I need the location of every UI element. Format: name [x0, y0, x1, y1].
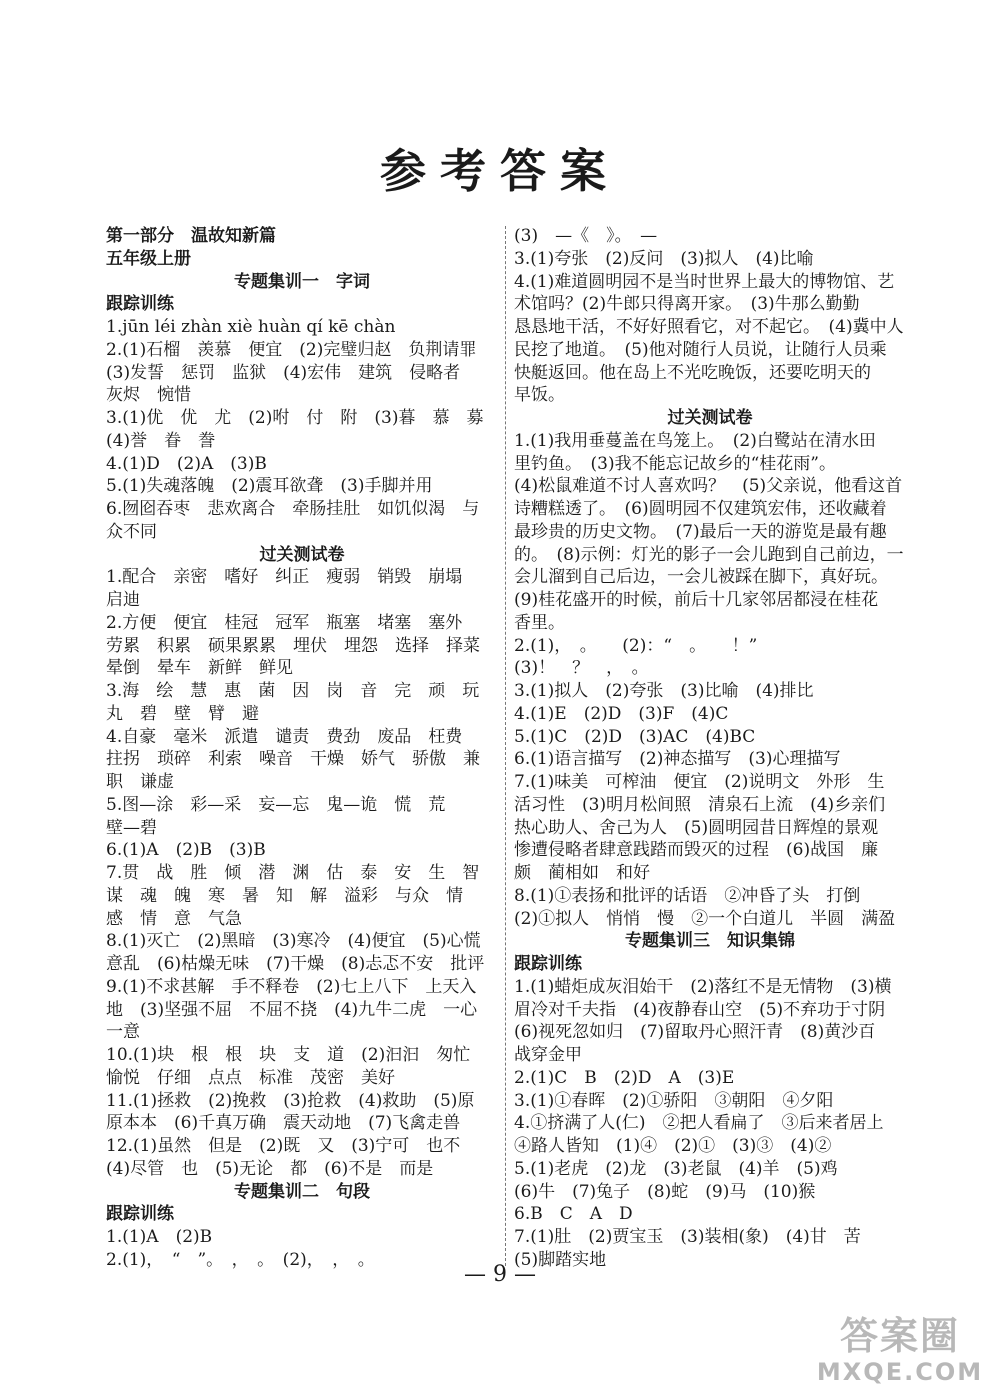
section-label: 跟踪训练 — [106, 1204, 174, 1225]
answer-line: (4)尽管 也 (5)无论 都 (6)不是 而是 — [106, 1158, 434, 1179]
answer-line: 3.(1)拟人 (2)夸张 (3)比喻 (4)排比 — [514, 681, 814, 701]
answer-line: 快艇返回。他在岛上不光吃晚饭，还要吃明天的 — [514, 362, 871, 383]
answer-line: 壁—碧 — [106, 817, 157, 838]
left-column — [106, 225, 498, 1272]
answer-line: 一意 — [106, 1022, 140, 1043]
watermark-line2: MXQE.COM — [816, 1358, 984, 1386]
answer-line: ④路人皆知 (1)④ (2)① (3)③ (4)② — [514, 1136, 832, 1156]
answer-line: 4.(1)D (2)A (3)B — [106, 453, 267, 474]
answer-line: 7.(1)肚 (2)贾宝玉 (3)装相(象) (4)甘 苦 — [514, 1227, 861, 1247]
answer-line: (6)牛 (7)兔子 (8)蛇 (9)马 (10)猴 — [514, 1181, 816, 1202]
answer-line: 8.(1)①表扬和批评的话语 ②冲昏了头 打倒 — [514, 885, 861, 906]
answer-line: (2)①拟人 悄悄 慢 ②一个白道儿 半圆 满盈 — [514, 908, 896, 929]
section-heading: 专题集训二 句段 — [234, 1181, 370, 1202]
answer-line: 里钓鱼。 (3)我不能忘记故乡的“桂花雨”。 — [514, 453, 836, 474]
right-column — [514, 225, 906, 1272]
answer-line: 民挖了地道。 (5)他对随行人员说，让随行人员乘 — [514, 339, 887, 360]
answer-line: 6.囫囵吞枣 悲欢离合 牵肠挂肚 如饥似渴 与 — [106, 499, 480, 519]
section-heading: 专题集训一 字词 — [234, 271, 370, 292]
answer-line: 愉悦 仔细 点点 标准 茂密 美好 — [106, 1067, 395, 1088]
section-label: 跟踪训练 — [106, 294, 174, 315]
answer-line: 诗糟糕透了。 (6)圆明园不仅建筑宏伟，还收藏着 — [514, 499, 887, 519]
answer-line: 2.方便 便宜 桂冠 冠军 瓶塞 堵塞 塞外 — [106, 612, 463, 633]
section-heading: 过关测试卷 — [259, 544, 345, 565]
answer-line: 的。 (8)示例：灯光的影子一会儿跑到自己前边，一 — [514, 544, 904, 565]
answer-line: 眉冷对千夫指 (4)夜静春山空 (5)不弃功于寸阴 — [514, 999, 886, 1020]
section-label: 第一部分 温故知新篇 — [106, 226, 276, 246]
answer-line: 7.贯 战 胜 倾 潜 渊 估 泰 安 生 智 — [106, 863, 480, 883]
answer-line: 3.(1)夸张 (2)反问 (3)拟人 (4)比喻 — [514, 248, 814, 269]
answer-line: 劳累 积累 硕果累累 埋伏 埋怨 选择 择菜 — [106, 635, 480, 656]
answer-line: (9)桂花盛开的时候，前后十几家邻居都浸在桂花 — [514, 590, 879, 610]
answer-line: 3.(1)①春晖 (2)①骄阳 ③朝阳 ④夕阳 — [514, 1090, 834, 1111]
answer-line: 原本本 (6)千真万确 震天动地 (7)飞禽走兽 — [106, 1113, 461, 1134]
answer-line: 2.(1)石榴 羡慕 便宜 (2)完璧归赵 负荆请罪 — [106, 339, 477, 360]
answer-line: 7.(1)味美 可榨油 便宜 (2)说明文 外形 生 — [514, 772, 885, 792]
answer-line: 4.(1)难道圆明园不是当时世界上最大的博物馆、艺 — [514, 271, 895, 292]
answer-line: 恳恳地干活，不好好照看它，对不起它。 (4)冀中人 — [514, 317, 904, 337]
answer-line: (3)！ ？ ， 。 — [514, 658, 649, 679]
answer-line: 9.(1)不求甚解 手不释卷 (2)七上八下 上天入 — [106, 976, 477, 997]
watermark-logo — [816, 1310, 984, 1390]
answer-line: 会儿溜到自己后边，一会儿被踩在脚下，真好玩。 — [514, 567, 888, 588]
answer-line: 3.海 绘 慧 惠 菌 因 岗 音 完 顽 玩 — [106, 681, 480, 701]
watermark-line1: 答案圈 — [839, 1314, 960, 1358]
answer-line: 众不同 — [106, 521, 157, 542]
answer-line: 灰烬 惋惜 — [106, 385, 191, 406]
section-label: 跟踪训练 — [514, 954, 582, 974]
answer-line: (4)松鼠难道不讨人喜欢吗？ (5)父亲说，他看这首 — [514, 476, 903, 497]
section-heading: 专题集训三 知识集锦 — [625, 931, 795, 952]
answer-line: 8.(1)灭亡 (2)黑暗 (3)寒冷 (4)便宜 (5)心慌 — [106, 931, 481, 952]
answer-line: (6)视死忽如归 (7)留取丹心照汗青 (8)黄沙百 — [514, 1022, 876, 1043]
answer-line: 3.(1)优 优 尤 (2)咐 付 附 (3)暮 慕 募 — [106, 408, 484, 428]
answer-line: (5)脚踏实地 — [514, 1249, 607, 1270]
answer-line: 地 (3)坚强不屈 不屈不挠 (4)九牛二虎 一心 — [106, 999, 478, 1020]
answer-line: 6.(1)A (2)B (3)B — [106, 840, 266, 861]
answer-line: 谋 魂 魄 寒 暑 知 解 溢彩 与众 情 — [106, 885, 463, 906]
answer-line: 2.(1)， 。 (2)：“ 。 ！” — [514, 635, 758, 656]
section-heading: 过关测试卷 — [667, 408, 753, 428]
answer-line: (3)发誓 惩罚 监狱 (4)宏伟 建筑 侵略者 — [106, 362, 461, 383]
page-number: — 9 — — [464, 1262, 536, 1287]
answer-line: 战穿金甲 — [514, 1045, 582, 1065]
answer-line: 1.jūn léi zhàn xiè huàn qí kē chàn — [106, 317, 396, 337]
answer-line: 早饭。 — [514, 385, 565, 406]
answer-line: 1.(1)蜡炬成灰泪始干 (2)落红不是无情物 (3)横 — [514, 976, 892, 997]
answer-line: 11.(1)拯救 (2)挽救 (3)抢救 (4)救助 (5)原 — [106, 1090, 475, 1111]
answer-line: 1.配合 亲密 嗜好 纠正 瘦弱 销毁 崩塌 — [106, 567, 463, 588]
answer-line: 职 谦虚 — [106, 772, 174, 792]
answer-line: 热心助人、舍己为人 (5)圆明园昔日辉煌的景观 — [514, 817, 879, 838]
answer-line: 12.(1)虽然 但是 (2)既 又 (3)宁可 也不 — [106, 1136, 461, 1156]
answer-line: 6.B C A D — [514, 1204, 633, 1225]
answer-line: 香里。 — [514, 612, 565, 633]
answer-line: 颇 蔺相如 和好 — [514, 863, 650, 883]
column-divider — [505, 226, 506, 1266]
answer-line: 最珍贵的历史文物。 (7)最后一天的游览是最有趣 — [514, 521, 887, 542]
answer-line: 1.(1)我用垂蔓盖在鸟笼上。 (2)白鹭站在清水田 — [514, 430, 876, 451]
answer-line: 5.(1)老虎 (2)龙 (3)老鼠 (4)羊 (5)鸡 — [514, 1158, 838, 1179]
answer-line: 意乱 (6)枯燥无味 (7)干燥 (8)忐忑不安 批评 — [106, 954, 485, 974]
answer-line: 启迪 — [106, 590, 140, 610]
answer-line: 感 情 意 气急 — [106, 908, 242, 929]
answer-line: 1.(1)A (2)B — [106, 1227, 213, 1247]
answer-line: 4.①挤满了人(仁) ②把人看扁了 ③后来者居上 — [514, 1113, 884, 1134]
answer-line: 5.图—涂 彩—采 妄—忘 鬼—诡 慌 荒 — [106, 794, 446, 815]
answer-line: 2.(1)C B (2)D A (3)E — [514, 1067, 735, 1088]
answer-line: 2.(1)， “ ”。 ， 。 (2)， ， 。 — [106, 1249, 375, 1270]
answer-line: 5.(1)失魂落魄 (2)震耳欲聋 (3)手脚并用 — [106, 476, 433, 497]
answer-line: 6.(1)语言描写 (2)神态描写 (3)心理描写 — [514, 749, 841, 770]
answer-line: 4.(1)E (2)D (3)F (4)C — [514, 703, 729, 724]
answer-line: 惨遭侵略者肆意践踏而毁灭的过程 (6)战国 廉 — [514, 840, 879, 861]
answer-line: 4.自豪 毫米 派遣 谴责 费劲 废品 枉费 — [106, 726, 463, 747]
answer-line: 丸 碧 壁 臂 避 — [106, 703, 259, 724]
answer-line: 5.(1)C (2)D (3)AC (4)BC — [514, 726, 756, 747]
answer-line: 晕倒 晕车 新鲜 鲜见 — [106, 658, 293, 679]
page-title: 参考答案 — [380, 144, 620, 198]
answer-line: 活习性 (3)明月松间照 清泉石上流 (4)乡亲们 — [514, 794, 886, 815]
answer-line: 拄拐 琐碎 利索 噪音 干燥 娇气 骄傲 兼 — [106, 749, 480, 770]
answer-line: 10.(1)块 根 根 块 支 道 (2)汩汩 匆忙 — [106, 1045, 471, 1065]
answer-line: (4)誉 眷 誊 — [106, 430, 216, 451]
answer-line: 术馆吗？(2)牛郎只得离开家。 (3)牛那么勤勤 — [514, 294, 860, 315]
section-label: 五年级上册 — [106, 248, 191, 269]
answer-line: (3) —《 》。 — — [514, 226, 658, 246]
